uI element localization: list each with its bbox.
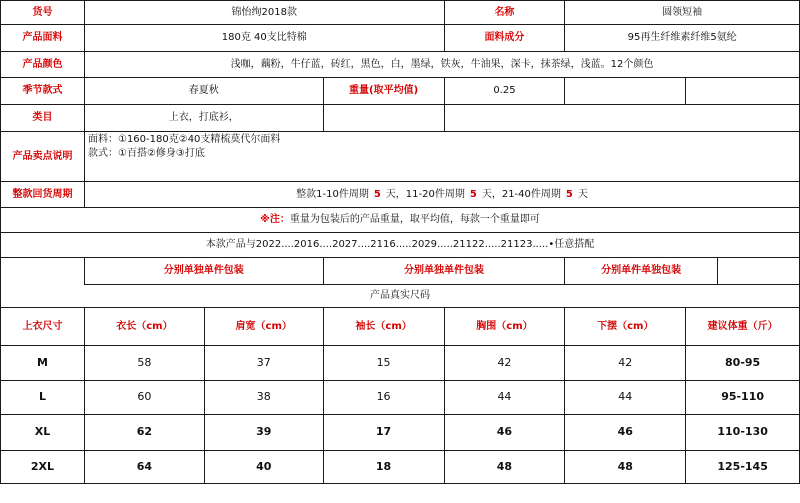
selling-value <box>84 132 799 182</box>
blank-cell <box>1 258 85 285</box>
weight-cell: 110-130 <box>686 415 800 451</box>
note-text: 重量为包装后的产品重量，取平均值，每款一个重量即可 <box>289 214 540 226</box>
hem-cell: 48 <box>565 451 686 484</box>
row-item-no <box>1 1 800 25</box>
blank-cell <box>323 105 444 132</box>
cycle-label: 整款回货周期 <box>1 182 85 208</box>
color-value: 浅咖，藕粉，牛仔蓝，砖红，黑色，白，墨绿，铁灰，牛油果，深卡，抹茶绿，浅蓝。12个颜色 <box>84 52 799 78</box>
size-cell: L <box>1 381 85 415</box>
chest-cell: 44 <box>444 381 565 415</box>
chest-cell: 46 <box>444 415 565 451</box>
row-cycle <box>1 182 800 208</box>
pack-3: 分别单件单独包装 <box>565 258 718 285</box>
size-cell: XL <box>1 415 85 451</box>
fabric-label: 产品面料 <box>1 25 85 52</box>
composition-label: 面料成分 <box>444 25 565 52</box>
match-text: 本款产品与2022....2016....2027....2116.....2029.....21122.....21123.....•任意搭配 <box>1 233 800 258</box>
size-row <box>1 451 800 484</box>
sleeve-cell: 16 <box>323 381 444 415</box>
cycle-a-unit: 天，11-20件周期 <box>385 188 465 200</box>
row-selling-points <box>1 132 800 182</box>
composition-value: 95再生纤维素纤维5氨纶 <box>565 25 800 52</box>
length-cell: 62 <box>84 415 204 451</box>
weight-cell: 125-145 <box>686 451 800 484</box>
cycle-c-days: 5 <box>565 188 573 200</box>
blank-cell <box>444 105 799 132</box>
chest-cell: 42 <box>444 346 565 381</box>
length-cell: 60 <box>84 381 204 415</box>
size-header-chest: 胸围（cm） <box>444 308 565 346</box>
cycle-c-unit: 天 <box>577 188 588 200</box>
name-label: 名称 <box>444 1 565 25</box>
cycle-a-days: 5 <box>373 188 381 200</box>
fabric-value: 180克 40支比特棉 <box>84 25 444 52</box>
blank-cell <box>565 78 686 105</box>
size-header-size: 上衣尺寸 <box>1 308 85 346</box>
season-label: 季节款式 <box>1 78 85 105</box>
size-cell: M <box>1 346 85 381</box>
category-value: 上衣，打底衫， <box>84 105 323 132</box>
weight-cell: 80-95 <box>686 346 800 381</box>
size-row <box>1 381 800 415</box>
size-title: 产品真实尺码 <box>1 285 800 308</box>
size-cell: 2XL <box>1 451 85 484</box>
cycle-b-days: 5 <box>469 188 477 200</box>
sleeve-cell: 15 <box>323 346 444 381</box>
cycle-a-text: 整款1-10件周期 <box>296 188 369 200</box>
size-header-hem: 下摆（cm） <box>565 308 686 346</box>
row-season <box>1 78 800 105</box>
note-cell <box>1 208 800 233</box>
row-packaging <box>1 258 800 285</box>
cycle-value <box>84 182 799 208</box>
blank-cell <box>717 258 799 285</box>
shoulder-cell: 39 <box>204 415 323 451</box>
selling-fabric-line: 面料：①160-180克②40支精梳莫代尔面料 <box>87 134 281 145</box>
name-value: 圆领短袖 <box>565 1 800 25</box>
shoulder-cell: 38 <box>204 381 323 415</box>
hem-cell: 44 <box>565 381 686 415</box>
length-cell: 58 <box>84 346 204 381</box>
note-star: ※注： <box>260 214 290 226</box>
weight-cell: 95-110 <box>686 381 800 415</box>
row-category <box>1 105 800 132</box>
row-size-title <box>1 285 800 308</box>
size-row <box>1 346 800 381</box>
weight-value: 0.25 <box>444 78 565 105</box>
pack-1: 分别单独单件包装 <box>84 258 323 285</box>
size-header-shoulder: 肩宽（cm） <box>204 308 323 346</box>
selling-style-line: 款式：①百搭②修身③打底 <box>87 147 205 159</box>
shoulder-cell: 40 <box>204 451 323 484</box>
season-value: 春夏秋 <box>84 78 323 105</box>
item-no-label: 货号 <box>1 1 85 25</box>
color-label: 产品颜色 <box>1 52 85 78</box>
length-cell: 64 <box>84 451 204 484</box>
row-note <box>1 208 800 233</box>
hem-cell: 42 <box>565 346 686 381</box>
shoulder-cell: 37 <box>204 346 323 381</box>
weight-label: 重量(取平均值) <box>323 78 444 105</box>
size-row <box>1 415 800 451</box>
size-header-sleeve: 袖长（cm） <box>323 308 444 346</box>
hem-cell: 46 <box>565 415 686 451</box>
sleeve-cell: 18 <box>323 451 444 484</box>
category-label: 类目 <box>1 105 85 132</box>
size-header-row <box>1 308 800 346</box>
chest-cell: 48 <box>444 451 565 484</box>
blank-cell <box>686 78 800 105</box>
sleeve-cell: 17 <box>323 415 444 451</box>
cycle-b-unit: 天，21-40件周期 <box>481 188 561 200</box>
selling-label: 产品卖点说明 <box>1 132 85 182</box>
pack-2: 分别单独单件包装 <box>323 258 565 285</box>
row-fabric <box>1 25 800 52</box>
size-header-length: 衣长（cm） <box>84 308 204 346</box>
row-match <box>1 233 800 258</box>
item-no-value: 锦怡绚2018款 <box>84 1 444 25</box>
size-header-weight: 建议体重（斤） <box>686 308 800 346</box>
row-colors <box>1 52 800 78</box>
